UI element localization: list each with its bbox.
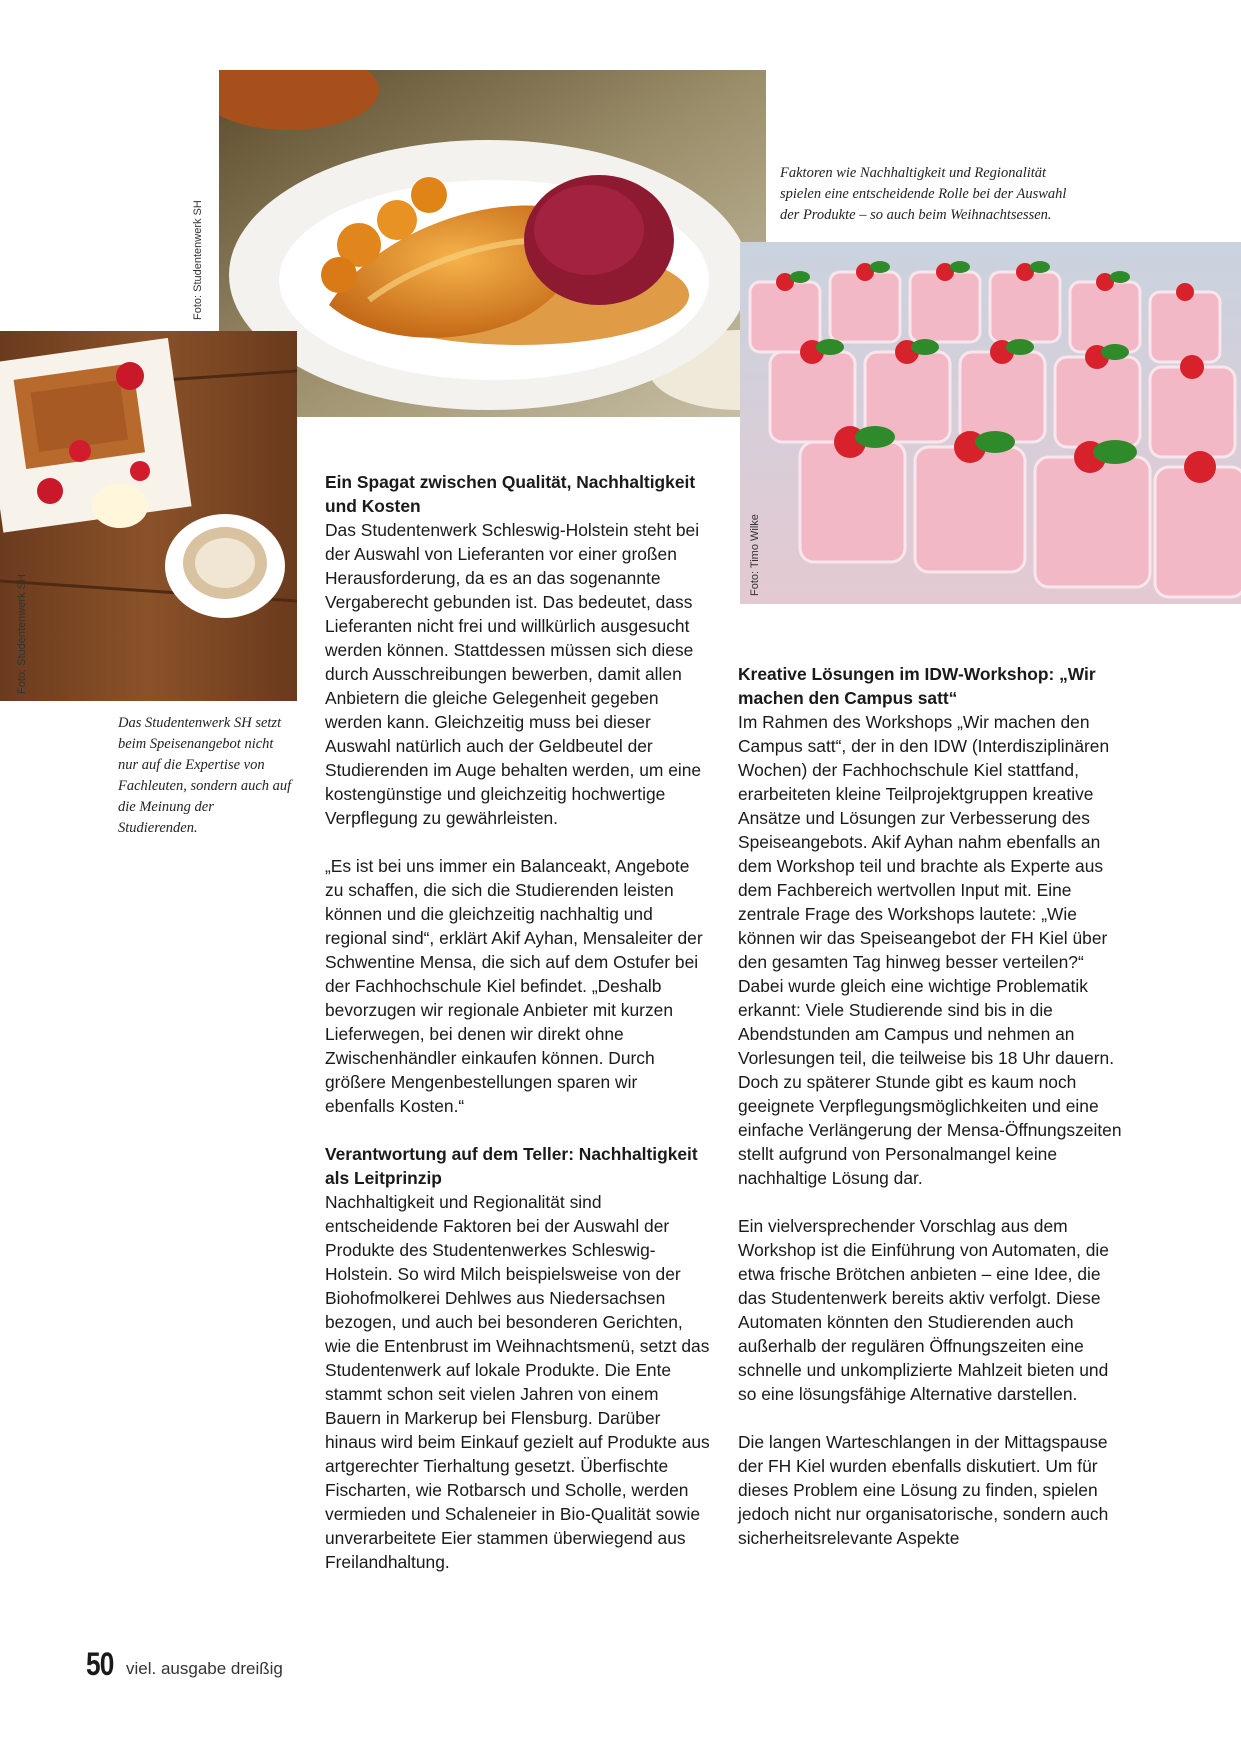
- photo-waffle-dessert: [0, 331, 297, 701]
- article-column-left: [325, 470, 710, 1598]
- paragraph-quote: „Es ist bei uns immer ein Balanceakt, Angebote zu schaffen, die sich die Studierenden leisten können und die gleichzeitig nachhaltig und regional sind“, erklärt Akif Ayhan, Mensaleiter der Schwentine Mensa, die sich auf dem Ostufer bei der Fachhochschule Kiel befindet. „Deshalb bevorzugen wir regionale Anbieter mit kurzen Lieferwegen, bei denen wir direkt ohne Zwischenhändler einkaufen können. Durch größere Mengenbestellungen sparen wir ebenfalls Kosten.“: [325, 856, 703, 1116]
- paragraph: Im Rahmen des Workshops „Wir machen den Campus satt“, der in den IDW (Interdisziplinären Wochen) der Fachhochschule Kiel stattfand, erarbeiteten kleine Teilprojektgruppen kreative Ansätze und Lösungen zur Verbesserung des Speiseangebots. Akif Ayhan nahm ebenfalls an dem Workshop teil und brachte als Experte aus dem Fachbereich wertvollen Input mit. Eine zentrale Frage des Workshops lautete: „Wie können wir das Speiseangebot der FH Kiel über den gesamten Tag hinweg besser verteilen?“ Dabei wurde gleich eine wichtige Problematik erkannt: Viele Studierende sind bis in die Abendstunden am Campus und nehmen an Vorlesungen teil, die teilweise bis 18 Uhr dauern. Doch zu späterer Stunde gibt es kaum noch geeignete Verpflegungsmöglichkeiten und eine einfache Verlängerung der Mensa-Öffnungszeiten stellt aufgrund von Personalmangel keine nachhaltige Lösung dar.: [738, 712, 1122, 1188]
- photo-credit-dessert: Foto: Timo Wilke: [749, 514, 761, 596]
- caption-waffle: Das Studentenwerk SH setzt beim Speisenangebot nicht nur auf die Expertise von Fachleuten, sondern auch auf die Meinung der Studierenden.: [118, 715, 292, 836]
- photo-strawberry-desserts: [740, 242, 1241, 604]
- photo-credit-duck: Foto: Studentenwerk SH: [192, 200, 204, 320]
- dessert-glasses-illustration: [740, 242, 1241, 604]
- page-footer: [86, 1646, 283, 1683]
- paragraph: Ein vielversprechender Vorschlag aus dem Workshop ist die Einführung von Automaten, die etwa frische Brötchen anbieten – eine Idee, die das Studentenwerk bereits aktiv verfolgt. Diese Automaten könnten den Studierenden auch außerhalb der regulären Öffnungszeiten eine schnelle und unkomplizierte Mahlzeit bieten und so eine lösungsfähige Alternative darstellen.: [738, 1216, 1109, 1404]
- section-heading-idw-workshop: Kreative Lösungen im IDW-Workshop: „Wir machen den Campus satt“: [738, 664, 1096, 708]
- paragraph: Die langen Warteschlangen in der Mittagspause der FH Kiel wurden ebenfalls diskutiert. Um für dieses Problem eine Lösung zu finden, spielen jedoch nicht nur organisatorische, sondern auch sicherheitsrelevante Aspekte: [738, 1432, 1109, 1548]
- section-heading-verantwortung: Verantwortung auf dem Teller: Nachhaltigkeit als Leitprinzip: [325, 1144, 698, 1188]
- photo-duck-breast: [219, 70, 766, 417]
- section-heading-spagat: Ein Spagat zwischen Qualität, Nachhaltigkeit und Kosten: [325, 472, 696, 516]
- waffle-table-illustration: [0, 331, 297, 701]
- photo-credit-waffle: Foto: Studentenwerk SH: [16, 574, 28, 694]
- magazine-issue: viel. ausgabe dreißig: [126, 1659, 283, 1678]
- page-number: 50: [86, 1646, 114, 1682]
- paragraph: Das Studentenwerk Schleswig-Holstein steht bei der Auswahl von Lieferanten vor einer großen Herausforderung, da es an das sogenannte Vergaberecht gebunden ist. Das bedeutet, dass Lieferanten nicht frei und willkürlich ausgesucht werden können. Stattdessen müssen sich diese durch Ausschreibungen bewerben, damit allen Anbietern die gleiche Gelegenheit gegeben werden kann. Gleichzeitig muss bei dieser Auswahl natürlich auch der Geldbeutel der Studierenden im Auge behalten werden, um eine kostengünstige und gleichzeitig hochwertige Verpflegung zu gewährleisten.: [325, 520, 702, 828]
- caption-dessert: Faktoren wie Nachhaltigkeit und Regionalität spielen eine entscheidende Rolle bei der Auswahl der Produkte – so auch beim Weihnachtsessen.: [780, 165, 1067, 223]
- duck-plate-illustration: [219, 70, 766, 417]
- paragraph: Nachhaltigkeit und Regionalität sind entscheidende Faktoren bei der Auswahl der Produkte des Studentenwerkes Schleswig-Holstein. So wird Milch beispielsweise von der Biohofmolkerei Dehlwes aus Niedersachsen bezogen, und auch bei besonderen Gerichten, wie die Entenbrust im Weihnachtsmenü, setzt das Studentenwerk auf lokale Produkte. Die Ente stammt schon seit vielen Jahren von einem Bauern in Markerup bei Flensburg. Darüber hinaus wird beim Einkauf gezielt auf Produkte aus artgerechter Tierhaltung gesetzt. Überfischte Fischarten, wie Rotbarsch und Scholle, werden vermieden und Schaleneier in Bio-Qualität sowie unverarbeitete Eier stammen überwiegend aus Freilandhaltung.: [325, 1192, 710, 1572]
- article-column-right: [738, 662, 1126, 1574]
